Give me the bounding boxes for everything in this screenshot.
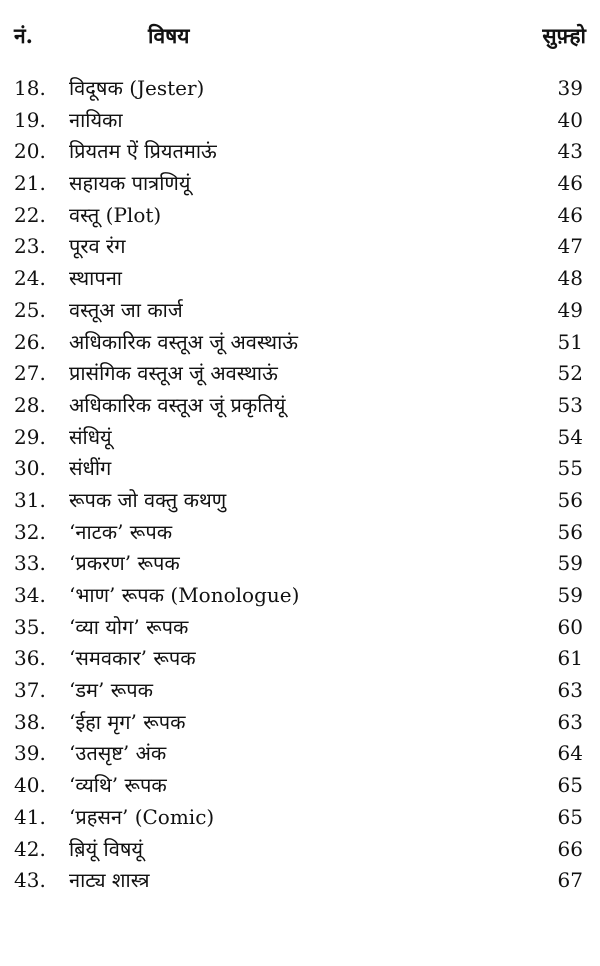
entry-page-number: 54 (557, 424, 583, 449)
entry-title: नायिका (69, 107, 123, 132)
toc-entry (0, 358, 600, 390)
entry-title: ‘डम’ रूपक (69, 678, 153, 703)
entry-page-number: 46 (557, 171, 583, 196)
entry-number: 27. (14, 361, 46, 386)
entry-number: 43. (14, 868, 46, 893)
entry-title: अधिकारिक वस्तूअ जूं अवस्थाऊं (69, 329, 298, 354)
toc-entry (0, 612, 600, 644)
toc-entry (0, 707, 600, 739)
entry-number: 36. (14, 646, 46, 671)
entry-title: ‘ईहा मृग’ रूपक (69, 709, 186, 734)
entry-title: संधियूं (69, 424, 112, 449)
entry-number: 31. (14, 487, 46, 512)
toc-entry (0, 200, 600, 232)
entry-title: नाट्य शास्त्र (69, 868, 150, 893)
toc-entry (0, 136, 600, 168)
toc-entry (0, 422, 600, 454)
entry-title: रूपक जो वक्तु कथणु (69, 487, 227, 512)
entry-number: 40. (14, 773, 46, 798)
toc-entry (0, 295, 600, 327)
toc-entry (0, 517, 600, 549)
entry-title: ‘नाटक’ रूपक (69, 519, 173, 544)
header-number: नं. (14, 23, 33, 48)
entry-title: प्रासंगिक वस्तूअ जूं अवस्थाऊं (69, 361, 278, 386)
entry-page-number: 46 (557, 202, 583, 227)
entry-number: 34. (14, 583, 46, 607)
toc-entry (0, 453, 600, 485)
entry-number: 30. (14, 456, 46, 481)
entry-number: 41. (14, 804, 46, 829)
entry-page-number: 63 (557, 709, 583, 734)
entry-title: ‘प्रहसन’ (Comic) (69, 804, 215, 829)
entry-title: ‘भाण’ रूपक (Monologue) (69, 583, 300, 607)
entry-number: 26. (14, 329, 46, 354)
entry-page-number: 39 (557, 76, 583, 100)
entry-title: ब़ियूं विषयूं (69, 836, 144, 861)
entry-number: 32. (14, 519, 46, 544)
toc-entry (0, 105, 600, 137)
entry-title: सहायक पात्रणियूं (69, 171, 191, 196)
entry-number: 23. (14, 234, 46, 259)
entry-page-number: 59 (557, 551, 583, 576)
entry-page-number: 47 (557, 234, 583, 259)
entry-page-number: 53 (557, 392, 583, 417)
entry-page-number: 65 (557, 773, 583, 798)
toc-entry (0, 485, 600, 517)
entry-number: 29. (14, 424, 46, 449)
entry-page-number: 55 (557, 456, 583, 481)
entry-title: वस्तूअ जा कार्ज (69, 297, 183, 322)
entry-number: 25. (14, 297, 46, 322)
entry-page-number: 65 (557, 804, 583, 829)
entry-title: विदूषक (Jester) (69, 76, 205, 100)
entry-page-number: 64 (557, 741, 583, 766)
entry-number: 20. (14, 139, 46, 164)
entry-title: ‘व्यथि’ रूपक (69, 773, 167, 798)
entry-page-number: 66 (557, 836, 583, 861)
toc-entry (0, 643, 600, 675)
entry-title: ‘समवकार’ रूपक (69, 646, 196, 671)
header-subject: विषय (148, 23, 190, 48)
toc-entry (0, 168, 600, 200)
entry-title: पूरव रंग (69, 234, 126, 259)
entry-number: 33. (14, 551, 46, 576)
entry-number: 37. (14, 678, 46, 703)
toc-entry (0, 770, 600, 802)
entry-title: प्रियतम ऐं प्रियतमाऊं (69, 139, 217, 164)
entry-page-number: 56 (557, 519, 583, 544)
toc-entry (0, 580, 600, 612)
toc-entry (0, 327, 600, 359)
entry-title: वस्तू (Plot) (69, 202, 162, 227)
toc-entry (0, 865, 600, 897)
entry-number: 35. (14, 614, 46, 639)
toc-entry (0, 231, 600, 263)
toc-list (0, 73, 600, 897)
header-page: सुफ़्हो (542, 23, 586, 48)
entry-page-number: 40 (557, 107, 583, 132)
toc-entry (0, 675, 600, 707)
entry-title: अधिकारिक वस्तूअ जूं प्रकृतियूं (69, 392, 286, 417)
entry-title: ‘व्या योग’ रूपक (69, 614, 189, 639)
toc-entry (0, 834, 600, 866)
toc-entry (0, 73, 600, 105)
entry-number: 24. (14, 266, 46, 291)
entry-title: ‘प्रकरण’ रूपक (69, 551, 180, 576)
entry-page-number: 59 (557, 583, 583, 607)
entry-number: 42. (14, 836, 46, 861)
entry-number: 39. (14, 741, 46, 766)
entry-number: 18. (14, 76, 46, 100)
entry-number: 19. (14, 107, 46, 132)
entry-page-number: 63 (557, 678, 583, 703)
entry-number: 21. (14, 171, 46, 196)
entry-page-number: 61 (557, 646, 583, 671)
entry-title: स्थापना (69, 266, 122, 291)
entry-number: 22. (14, 202, 46, 227)
entry-number: 28. (14, 392, 46, 417)
entry-page-number: 56 (557, 487, 583, 512)
entry-page-number: 67 (557, 868, 583, 893)
entry-page-number: 52 (557, 361, 583, 386)
entry-title: ‘उतसृष्ट’ अंक (69, 741, 167, 766)
entry-page-number: 49 (557, 297, 583, 322)
toc-header (0, 22, 600, 56)
entry-page-number: 43 (557, 139, 583, 164)
entry-number: 38. (14, 709, 46, 734)
entry-page-number: 48 (557, 266, 583, 291)
entry-page-number: 51 (557, 329, 583, 354)
entry-page-number: 60 (557, 614, 583, 639)
entry-title: संधींग (69, 456, 112, 481)
toc-entry (0, 263, 600, 295)
toc-entry (0, 802, 600, 834)
toc-entry (0, 738, 600, 770)
toc-entry (0, 390, 600, 422)
toc-entry (0, 548, 600, 580)
